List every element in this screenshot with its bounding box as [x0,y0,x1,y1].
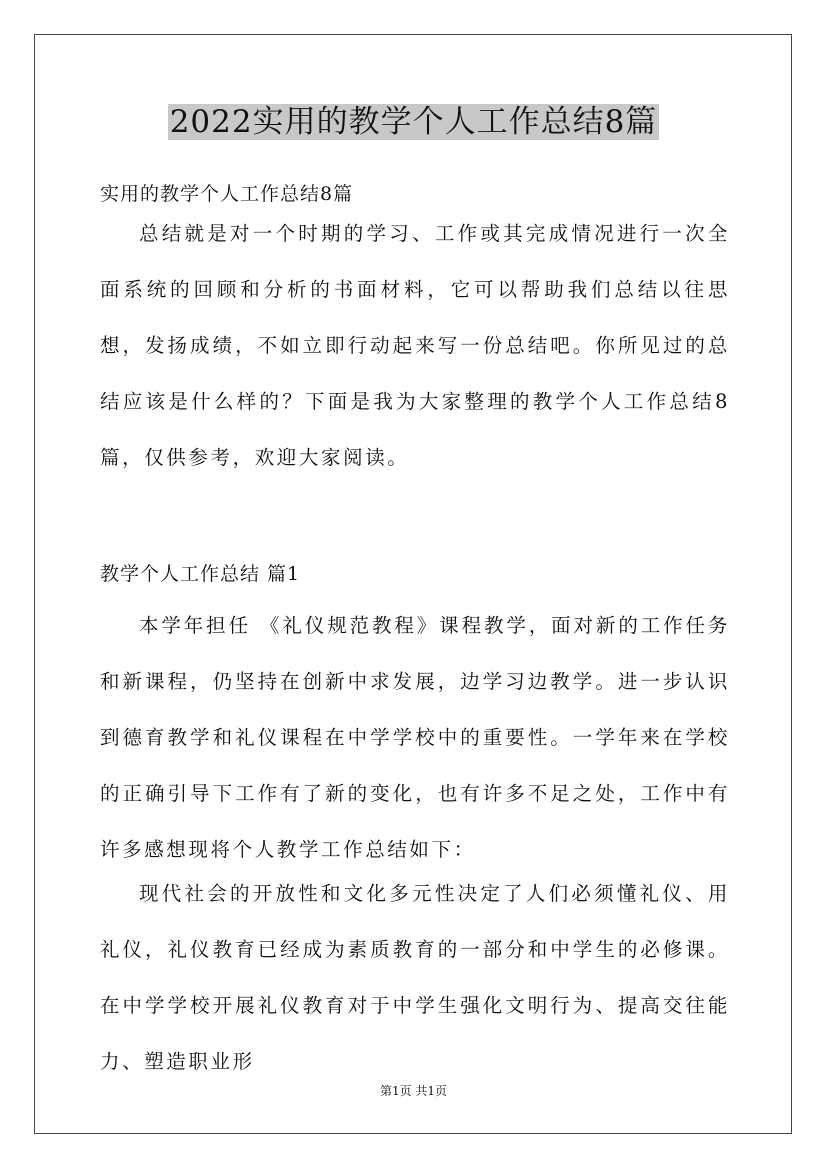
document-title [0,100,827,144]
intro-paragraph: 总结就是对一个时期的学习、工作或其完成情况进行一次全面系统的回顾和分析的书面材料，它可以帮助我们总结以往思想，发扬成绩，不如立即行动起来写一份总结吧。你所见过的总结应该是什么样的？下面是我为大家整理的教学个人工作总结8篇，仅供参考，欢迎大家阅读。 [100,222,730,469]
document-subtitle: 实用的教学个人工作总结8篇 [100,183,354,205]
section-paragraph-1: 本学年担任 《礼仪规范教程》课程教学，面对新的工作任务和新课程，仍坚持在创新中求发展，边学习边教学。进一步认识到德育教学和礼仪课程在中学学校中的重要性。一学年来在学校的正确引导下工作有了新的变化，也有许多不足之处，工作中有许多感想现将个人教学工作总结如下： [100,614,730,861]
section-heading: 教学个人工作总结 篇1 [100,563,301,585]
page-footer: 第1页 共1页 [379,1084,448,1098]
document-title-text: 2022实用的教学个人工作总结8篇 [169,104,658,140]
section-paragraph-2: 现代社会的开放性和文化多元性决定了人们必须懂礼仪、用礼仪，礼仪教育已经成为素质教育的一部分和中学生的必修课。在中学学校开展礼仪教育对于中学生强化文明行为、提高交往能力、塑造职业形 [100,882,730,1073]
